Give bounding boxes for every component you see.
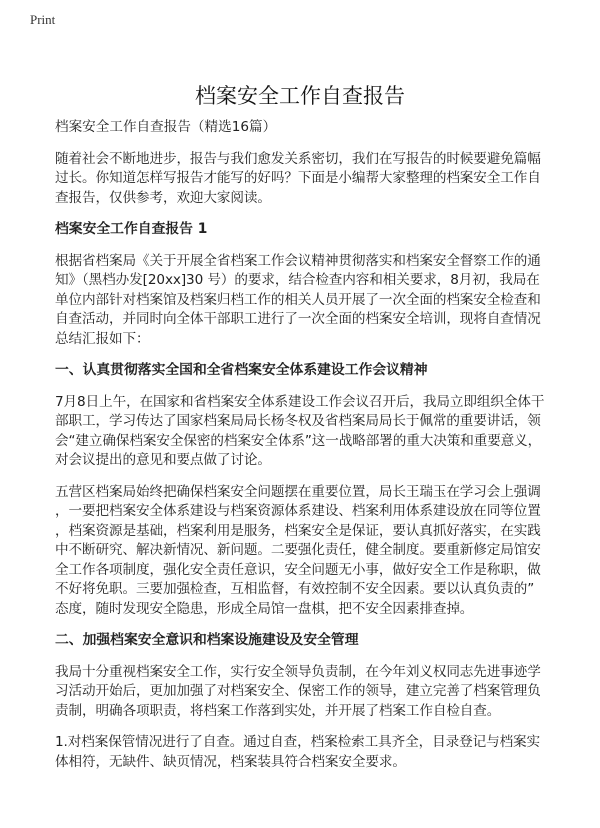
document-body xyxy=(55,118,555,784)
text-line: 全工作各项制度，强化安全责任意识，安全问题无小事，做好安全工作是称职，做 xyxy=(55,561,541,578)
text-line: 7月8日上午，在国家和省档案安全体系建设工作会议召开后，我局立即组织全体干 xyxy=(55,393,545,410)
text-line: 体相符，无缺件、缺页情况，档案装具符合档案安全要求。 xyxy=(55,753,406,770)
text-line: 自查活动，并同时向全体干部职工进行了一次全面的档案安全培训，现将自查情况 xyxy=(55,311,541,327)
page-title: 档案安全工作自查报告 xyxy=(195,84,405,108)
paragraph-2 xyxy=(55,393,555,471)
paragraph-1 xyxy=(55,252,555,350)
text-line: 总结汇报如下： xyxy=(55,330,150,347)
text-line: 部职工，学习传达了国家档案局局长杨冬权及省档案局局长于佩常的重要讲话，领 xyxy=(55,413,541,429)
text-line: 习活动开始后，更加加强了对档案安全、保密工作的领导，建立完善了档案管理负 xyxy=(55,683,541,699)
text-line: 根据省档案局《关于开展全省档案工作会议精神贯彻落实和档案安全督察工作的通 xyxy=(55,252,541,269)
text-line: ，一要把档案安全体系建设与档案资源体系建设、档案利用体系建设放在同等位置 xyxy=(55,503,541,519)
intro-paragraph xyxy=(55,150,555,209)
text-line: 过长。你知道怎样写报告才能写的好吗？下面是小编帮大家整理的档案安全工作自 xyxy=(55,170,541,186)
text-line: 随着社会不断地进步，报告与我们愈发关系密切，我们在写报告的时候要避免篇幅 xyxy=(55,150,541,167)
text-line: 查报告，仅供参考，欢迎大家阅读。 xyxy=(55,189,271,206)
text-line: 态度，随时发现安全隐患，形成全局馆一盘棋，把不安全因素排查掉。 xyxy=(55,600,474,617)
text-line: 我局十分重视档案安全工作，实行安全领导负责制，在今年刘义权同志先进事迹学 xyxy=(55,663,541,680)
text-line: 知》（黑档办发[20xx]30 号）的要求，结合检查内容和相关要求，8月初，我局在 xyxy=(55,272,540,288)
text-line: 责制，明确各项职责，将档案工作落到实处，并开展了档案工作自检自查。 xyxy=(55,702,501,719)
heading-1: 一、认真贯彻落实全国和全省档案安全体系建设工作会议精神 xyxy=(55,362,428,378)
text-line: ，档案资源是基础，档案利用是服务，档案安全是保证，要认真抓好落实，在实践 xyxy=(55,522,541,539)
paragraph-3 xyxy=(55,483,555,620)
subtitle: 档案安全工作自查报告（精选16篇） xyxy=(55,119,277,135)
heading-2: 二、加强档案安全意识和档案设施建设及安全管理 xyxy=(55,632,359,648)
text-line: 对会议提出的意见和要点做了讨论。 xyxy=(55,452,271,468)
print-link[interactable]: Print xyxy=(30,12,56,27)
paragraph-5 xyxy=(55,733,555,772)
text-line: 会“建立确保档案安全保密的档案安全体系”这一战略部署的重大决策和重要意义， xyxy=(55,432,542,449)
text-line: 中不断研究、解决新情况、新问题。二要强化责任，健全制度。要重新修定局馆安 xyxy=(55,542,541,558)
paragraph-4 xyxy=(55,663,555,722)
text-line: 单位内部针对档案馆及档案归档工作的相关人员开展了一次全面的档案安全检查和 xyxy=(55,291,541,308)
text-line: 不好将免职。三要加强检查，互相监督，有效控制不安全因素。要以认真负责的” xyxy=(55,581,535,597)
text-line: 1.对档案保管情况进行了自查。通过自查，档案检索工具齐全，目录登记与档案实 xyxy=(55,734,541,750)
section-title: 档案安全工作自查报告 1 xyxy=(55,221,208,237)
text-line: 五营区档案局始终把确保档案安全问题摆在重要位置，局长王瑞玉在学习会上强调 xyxy=(55,483,541,500)
